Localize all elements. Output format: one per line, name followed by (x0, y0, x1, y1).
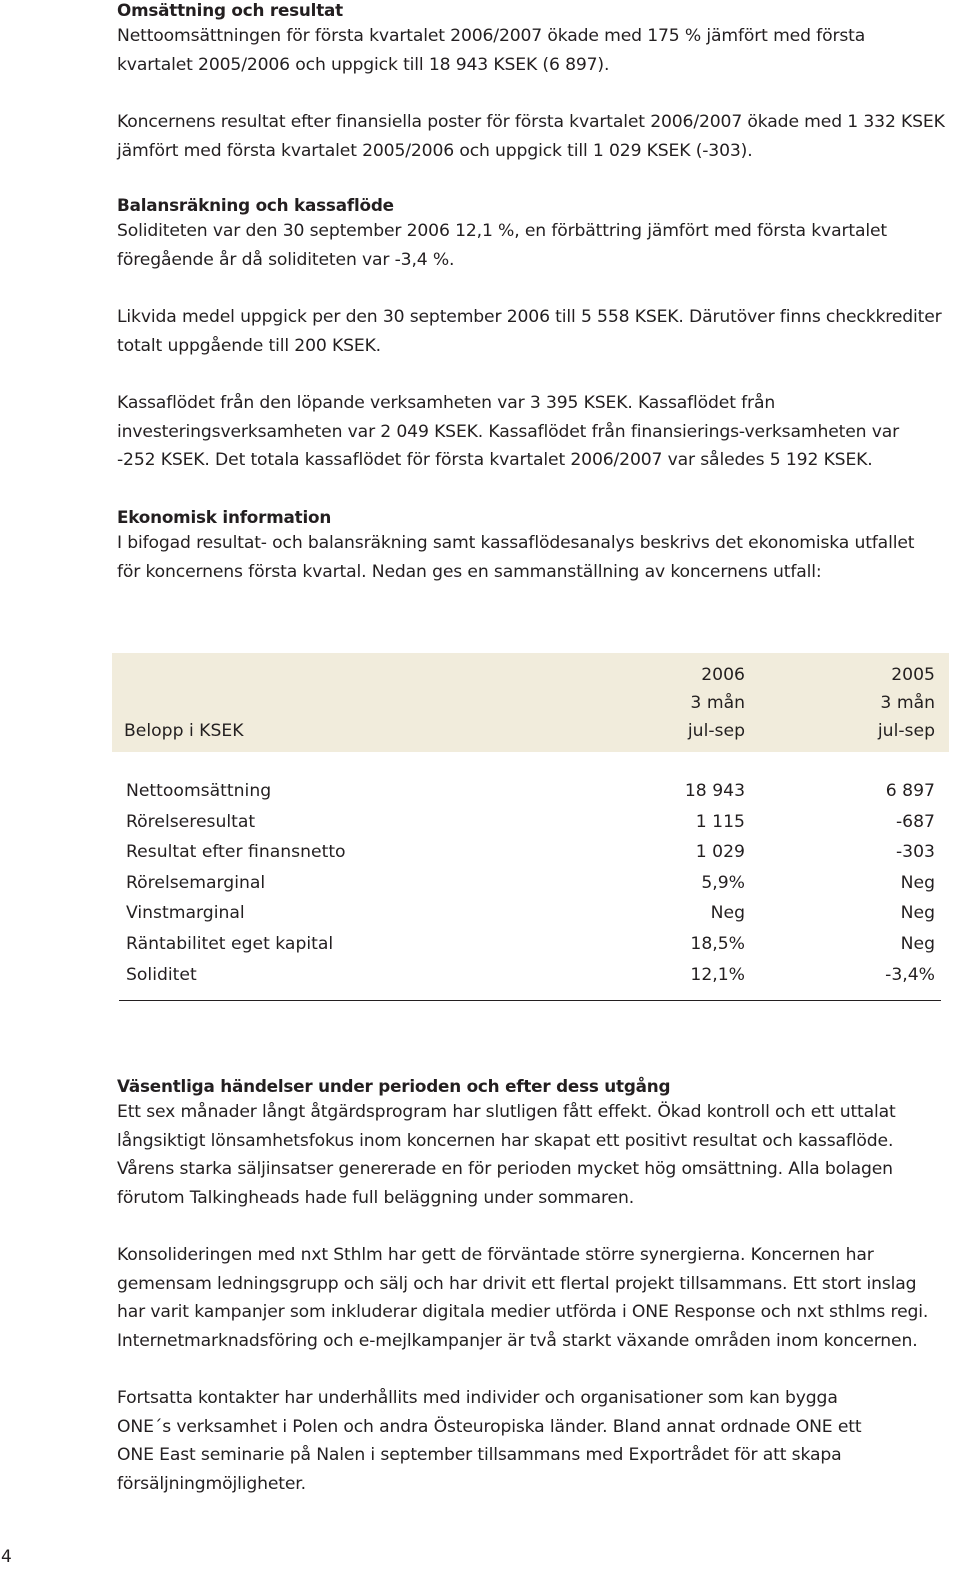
table-body (126, 776, 935, 990)
paragraph-line: Konsolideringen med nxt Sthlm har gett de förväntade större synergierna. Koncernen har (117, 1245, 874, 1265)
value-2006: 5,9% (701, 872, 745, 893)
page-number: 4 (1, 1547, 12, 1567)
paragraph-line: ONE´s verksamhet i Polen och andra Östeuropiska länder. Bland annat ordnade ONE ett (117, 1416, 862, 1437)
paragraph-line: I bifogad resultat- och balansräkning samt kassaflödesanalys beskrivs det ekonomiska utfallet (117, 533, 915, 553)
col-2006-months: jul-sep (687, 721, 745, 741)
paragraph-line: gemensam ledningsgrupp och sälj och har drivit ett flertal projekt tillsammans. Ett stort inslag (117, 1273, 917, 1294)
row-label: Vinstmarginal (126, 903, 245, 924)
col-2006-year: 2006 (701, 665, 745, 685)
section-omsattning (117, 0, 953, 165)
row-label: Resultat efter finansnetto (126, 842, 346, 863)
table-row (126, 929, 935, 960)
row-label: Soliditet (126, 964, 197, 985)
row-label: Rörelsemarginal (126, 872, 266, 893)
section-heading: Ekonomisk information (117, 507, 332, 527)
value-2006: 12,1% (690, 964, 745, 985)
paragraph-line: Koncernens resultat efter finansiella poster för första kvartalet 2006/2007 ökade med 1 332 KSEK (117, 112, 945, 132)
paragraph-line: ONE East seminarie på Nalen i september tillsammans med Exportrådet för att skapa (117, 1445, 842, 1465)
table-row (126, 868, 935, 899)
value-2005: Neg (900, 903, 935, 924)
row-label: Räntabilitet eget kapital (126, 933, 334, 954)
value-2006: Neg (710, 903, 745, 924)
paragraph-line: Soliditeten var den 30 september 2006 12,1 %, en förbättring jämfört med första kvartalet (117, 221, 887, 241)
value-2005: -303 (895, 842, 935, 863)
col-2005-year: 2005 (891, 665, 935, 685)
row-label: Rörelseresultat (126, 811, 256, 832)
section-ekonomisk-information (117, 505, 953, 586)
paragraph-line: långsiktigt lönsamhetsfokus inom koncernen har skapat ett positivt resultat och kassaflöde. (117, 1130, 894, 1151)
table-header (112, 653, 949, 752)
table-header-label: Belopp i KSEK (124, 721, 244, 741)
col-2005-period: 3 mån (880, 693, 935, 713)
table-bottom-rule (119, 1000, 941, 1001)
paragraph-line: Fortsatta kontakter har underhållits med individer och organisationer som kan bygga (117, 1388, 838, 1408)
paragraph-line: Likvida medel uppgick per den 30 september 2006 till 5 558 KSEK. Därutöver finns checkkrediter (117, 307, 942, 327)
value-2006: 18,5% (690, 933, 745, 954)
paragraph-line: försäljningmöjligheter. (117, 1473, 306, 1494)
paragraph-line: totalt uppgående till 200 KSEK. (117, 335, 381, 356)
paragraph-line: förutom Talkingheads hade full beläggning under sommaren. (117, 1187, 635, 1208)
section-heading: Väsentliga händelser under perioden och efter dess utgång (117, 1076, 671, 1096)
table-row (126, 898, 935, 929)
paragraph-line: har varit kampanjer som inkluderar digitala medier utförda i ONE Response och nxt sthlms regi. (117, 1302, 929, 1322)
value-2005: -687 (895, 811, 935, 832)
value-2006: 1 029 (695, 842, 745, 863)
paragraph-line: Ett sex månader långt åtgärdsprogram har slutligen fått effekt. Ökad kontroll och ett uttalat (117, 1102, 896, 1122)
table-row (126, 837, 935, 868)
value-2005: 6 897 (885, 781, 935, 801)
paragraph-line: kvartalet 2005/2006 och uppgick till 18 943 KSEK (6 897). (117, 54, 610, 75)
value-2006: 1 115 (695, 811, 745, 832)
paragraph-line: Kassaflödet från den löpande verksamheten var 3 395 KSEK. Kassaflödet från (117, 393, 776, 413)
paragraph-line: jämfört med första kvartalet 2005/2006 och uppgick till 1 029 KSEK (-303). (117, 140, 753, 161)
paragraph-line: Nettoomsättningen för första kvartalet 2006/2007 ökade med 175 % jämfört med första (117, 26, 866, 46)
section-heading: Balansräkning och kassaflöde (117, 195, 394, 215)
value-2005: Neg (900, 933, 935, 954)
section-balansrakning (117, 193, 953, 475)
paragraph-line: Vårens starka säljinsatser genererade en för perioden mycket hög omsättning. Alla bolagen (117, 1159, 893, 1179)
value-2005: -3,4% (885, 964, 935, 985)
paragraph-line: föregående år då soliditeten var -3,4 %. (117, 249, 455, 270)
col-2005-months: jul-sep (877, 721, 935, 741)
table-row (126, 776, 935, 807)
section-vasentliga-handelser (117, 1074, 953, 1498)
col-2006-period: 3 mån (690, 693, 745, 713)
paragraph-line: för koncernens första kvartal. Nedan ges en sammanställning av koncernens utfall: (117, 561, 822, 582)
paragraph-line: investeringsverksamheten var 2 049 KSEK. Kassaflödet från finansierings-verksamheten var (117, 421, 900, 442)
row-label: Nettoomsättning (126, 781, 272, 801)
value-2005: Neg (900, 872, 935, 893)
paragraph-line: -252 KSEK. Det totala kassaflödet för första kvartalet 2006/2007 var således 5 192 KSEK. (117, 450, 873, 470)
section-heading: Omsättning och resultat (117, 0, 343, 20)
value-2006: 18 943 (684, 781, 745, 801)
table-row (126, 960, 935, 991)
table-row (126, 807, 935, 838)
paragraph-line: Internetmarknadsföring och e-mejlkampanjer är två starkt växande områden inom koncernen. (117, 1330, 918, 1351)
